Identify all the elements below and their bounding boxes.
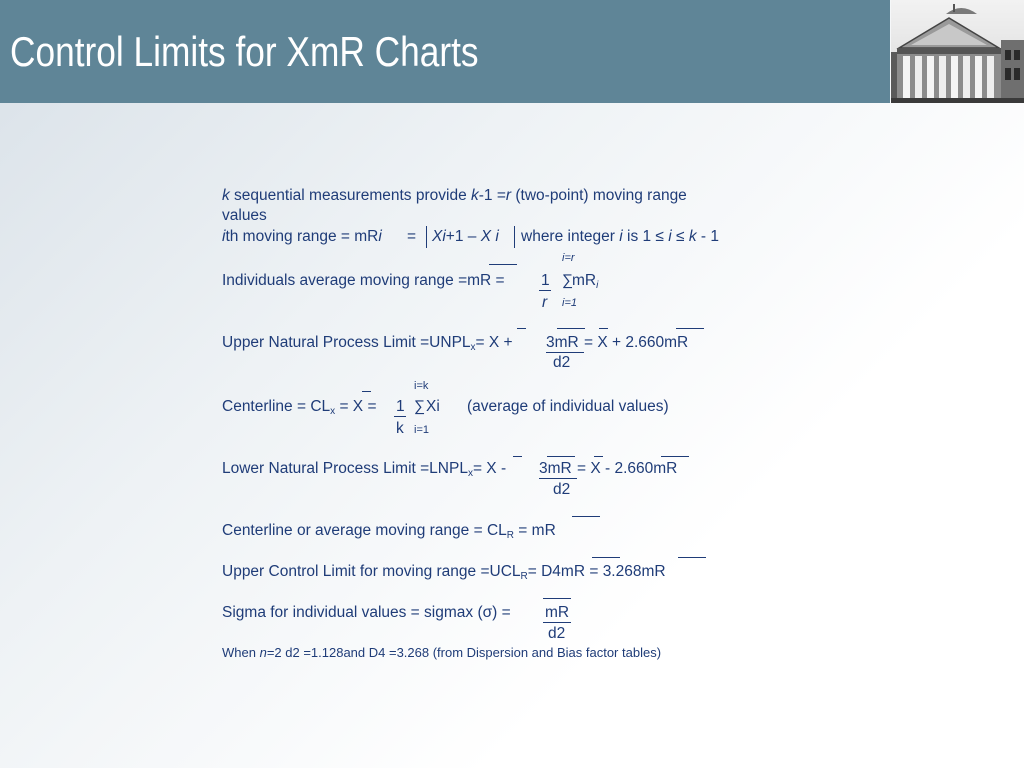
fraction-denominator: r: [542, 294, 548, 311]
unpl-numerator: 3mR: [546, 334, 579, 351]
integer-condition: where integer i is 1 ≤ i ≤ k - 1: [521, 228, 719, 245]
sigma-formula: Sigma for individual values = sigmax (σ) =: [222, 604, 511, 621]
lnpl-denominator: d2: [553, 481, 571, 498]
fraction-line: [539, 290, 551, 291]
fraction-numerator: 1: [541, 272, 550, 289]
mr-bar-overline: [592, 557, 620, 558]
constants-note: When n=2 d2 =1.128and D4 =3.268 (from Dispersion and Bias factor tables): [222, 645, 662, 660]
fraction-line: [394, 416, 406, 417]
mr-bar-overline: [557, 328, 585, 329]
centerline-formula: Centerline = $CL_x = X$ =: [222, 398, 377, 417]
sum-lower-limit: i=1: [562, 297, 577, 309]
mr-bar-overline: [543, 598, 571, 599]
ucl-range-formula: Upper Control Limit for moving range $=UCL_R= D4mR = 3.268mR$: [222, 563, 666, 582]
sum-symbol: ∑: [562, 272, 574, 289]
abs-bar-right: [514, 226, 515, 248]
avg-moving-range-formula: Individuals average moving range =mR =: [222, 272, 505, 289]
mr-bar-overline: [661, 456, 689, 457]
sum-term: $mR_i$: [572, 272, 599, 291]
abs-expression: Xi+1 – X i: [432, 228, 499, 245]
mr-bar-overline: [678, 557, 706, 558]
mr-bar-overline: [489, 264, 517, 265]
fraction-line: [539, 478, 577, 479]
unpl-result: = X + 2.660mR: [584, 334, 689, 351]
fraction-line: [546, 352, 584, 353]
equals-sign: =: [407, 228, 417, 245]
mr-bar-overline: [676, 328, 704, 329]
lnpl-result: = X - 2.660mR: [577, 460, 678, 477]
xbar-overline: [599, 328, 608, 329]
mr-bar-overline: [572, 516, 600, 517]
fraction-numerator: 1: [396, 398, 405, 415]
sum-lower-limit: i=1: [414, 424, 429, 436]
slide-title: Control Limits for XmR Charts: [10, 28, 479, 75]
unpl-formula: Upper Natural Process Limit $=UNPL_x= X$ +: [222, 334, 513, 353]
centerline-range-formula: Centerline or average moving range = $CL_R$ = mR: [222, 522, 556, 541]
xbar-overline: [594, 456, 603, 457]
centerline-note: (average of individual values): [467, 398, 669, 415]
sigma-denominator: d2: [548, 625, 566, 642]
fraction-denominator: k: [396, 420, 404, 437]
sum-term: Xi: [426, 398, 440, 415]
intro-line: k sequential measurements provide k-1 =r (two-point) moving range: [222, 187, 687, 204]
intro-line-cont: values: [222, 207, 267, 224]
xbar-overline: [362, 391, 371, 392]
sum-upper-limit: i=r: [562, 252, 575, 264]
sum-symbol: ∑: [414, 398, 426, 415]
sum-upper-limit: i=k: [414, 380, 429, 392]
fraction-line: [543, 622, 571, 623]
sigma-numerator: mR: [545, 604, 570, 621]
ith-moving-range-def: ith moving range = mRi: [222, 228, 382, 245]
unpl-denominator: d2: [553, 354, 571, 371]
lnpl-numerator: 3mR: [539, 460, 572, 477]
abs-bar-left: [426, 226, 427, 248]
xbar-overline: [517, 328, 526, 329]
xbar-overline: [513, 456, 522, 457]
mr-bar-overline: [547, 456, 575, 457]
lnpl-formula: Lower Natural Process Limit $=LNPL_x= X$ -: [222, 460, 507, 479]
